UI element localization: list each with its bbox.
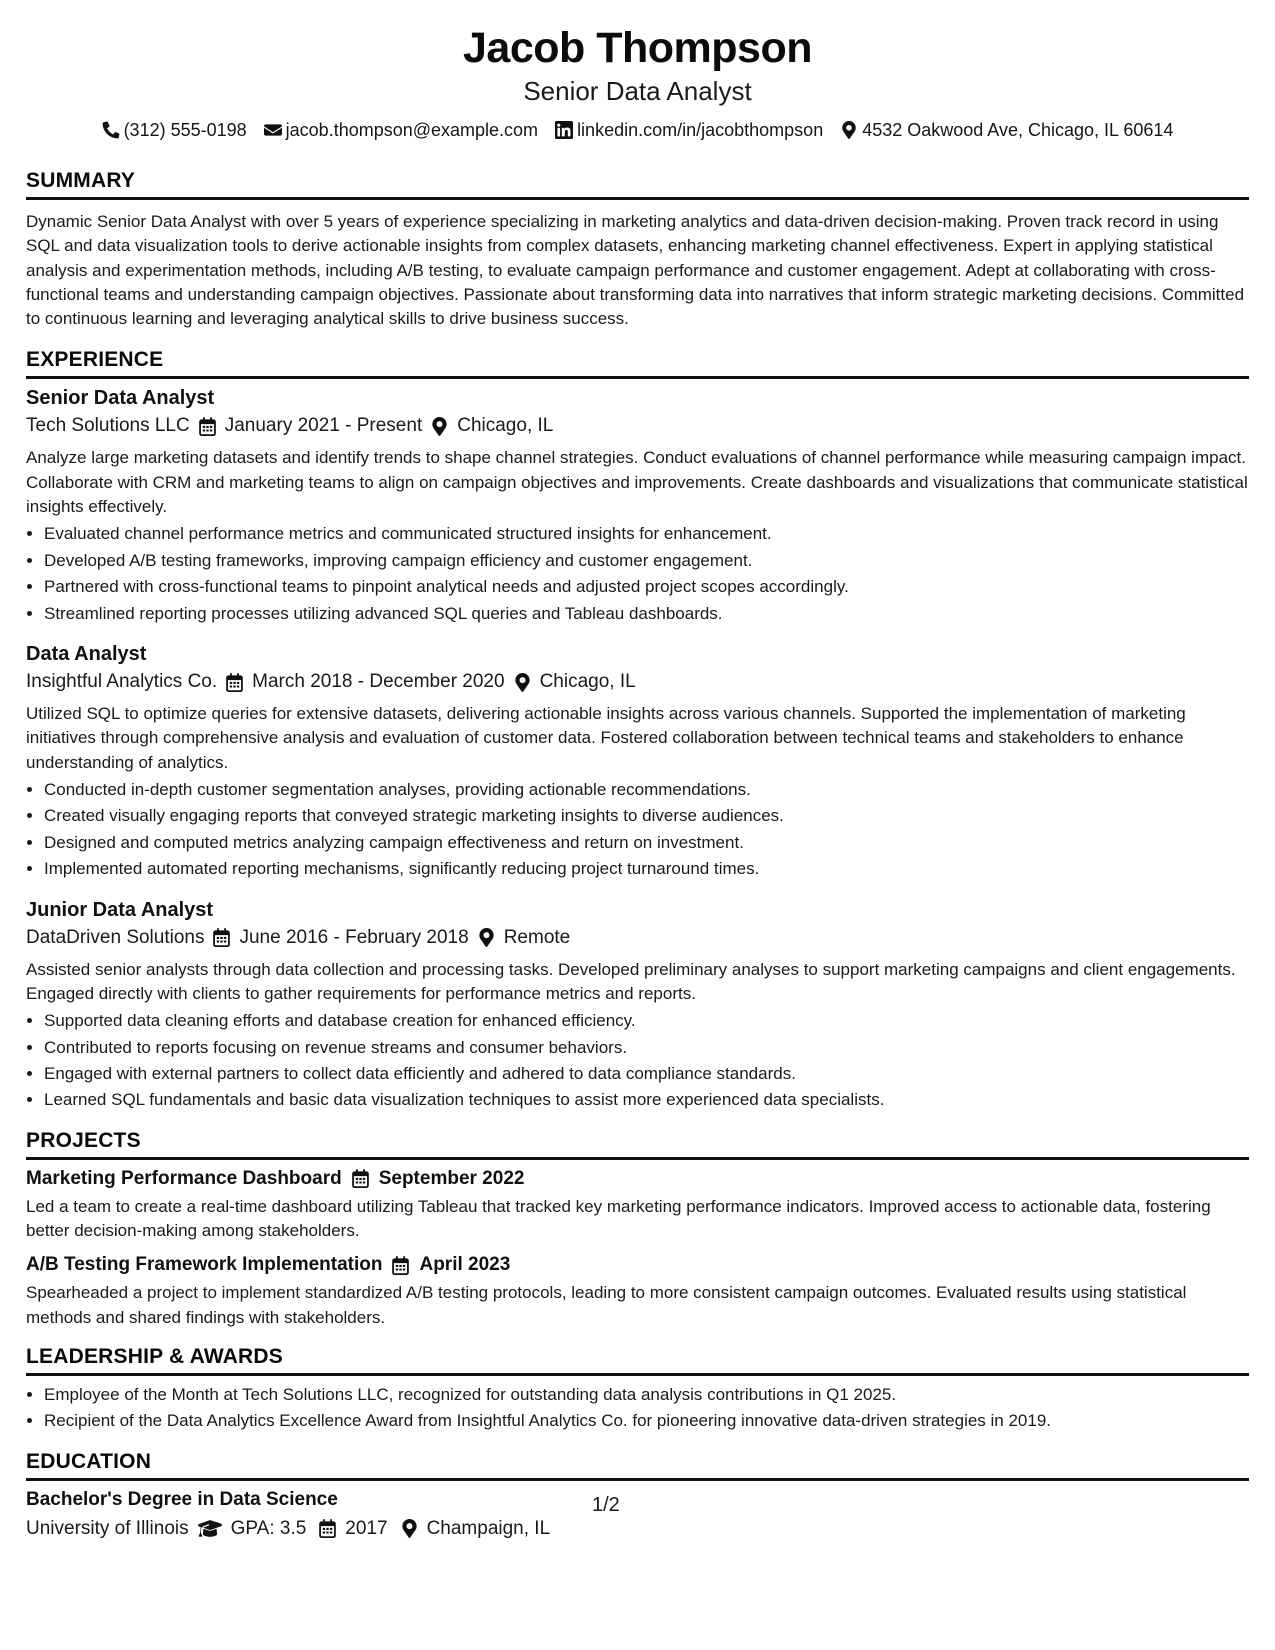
summary-section [26,168,1249,331]
list-item: • Engaged with external partners to collect data efficiently and adhered to data compliance standards. [44,1061,1249,1087]
page-number: 1/2 [592,1494,620,1516]
list-item: • Recipient of the Data Analytics Excellence Award from Insightful Analytics Co. for pioneering innovative data-driven strategies in 2019. [44,1408,1249,1434]
calendar-icon [226,673,243,692]
list-item: • Streamlined reporting processes utilizing advanced SQL queries and Tableau dashboards. [44,601,1249,627]
section-heading: LEADERSHIP & AWARDS [26,1344,283,1368]
job-bullets [26,521,1249,627]
contact-linkedin[interactable] [555,118,823,142]
school-location: Champaign, IL [426,1517,551,1539]
list-item: • Developed A/B testing frameworks, improving campaign efficiency and customer engagement. [44,548,1249,574]
job-title: Senior Data Analyst [26,387,215,410]
list-item: • Created visually engaging reports that conveyed strategic marketing insights to diverse audiences. [44,803,1249,829]
project-header [26,1166,1249,1192]
contact-phone[interactable] [102,118,247,142]
job-company: DataDriven Solutions [26,926,205,948]
job-dates: June 2016 - February 2018 [239,926,469,948]
projects-section [26,1128,1249,1330]
list-item: • Supported data cleaning efforts and database creation for enhanced efficiency. [44,1008,1249,1034]
job-bullets [26,1008,1249,1114]
graduation-cap-icon [198,1519,222,1538]
project-description: Spearheaded a project to implement standardized A/B testing protocols, leading to more consistent campaign outcomes. Evaluated results using statistical methods and shared findings with stakeholders. [26,1283,1187,1327]
graduation-year: 2017 [345,1517,388,1539]
awards-list [26,1382,1249,1435]
job-title: Data Analyst [26,643,147,665]
linkedin-icon [555,121,573,139]
contact-bar [0,118,1275,142]
job-location: Remote [503,926,571,948]
job-description: Assisted senior analysts through data collection and processing tasks. Developed preliminary analyses to support marketing campaigns and client engagements. Engaged directly with clients to gather requirements for performance metrics and reports. [26,959,1236,1003]
phone-text: (312) 555-0198 [123,120,247,140]
address-text: 4532 Oakwood Ave, Chicago, IL 60614 [862,120,1174,140]
job-company: Tech Solutions LLC [26,415,190,437]
project-entry [26,1166,1249,1244]
map-pin-icon [401,1519,418,1538]
job-description: Utilized SQL to optimize queries for extensive datasets, delivering actionable insights across various channels. Supported the implementation of marketing initiatives through comprehensive analysis and evaluation of customer data. Fostered collaboration between technical teams and stakeholders to enhance understanding of analytics. [26,704,1186,772]
job-dates: March 2018 - December 2020 [252,671,505,692]
contact-address [840,118,1173,142]
job-meta [26,669,1249,695]
project-description: Led a team to create a real-time dashboard utilizing Tableau that tracked key marketing performance indicators. Improved access to actionable data, fostering better decision-making among stakeholders. [26,1196,1211,1241]
section-divider [26,376,1249,379]
gpa-text: GPA: 3.5 [230,1517,307,1539]
job-location: Chicago, IL [539,671,636,692]
project-header [26,1252,1249,1278]
linkedin-text: linkedin.com/in/jacobthompson [577,120,824,140]
job-dates: January 2021 - Present [224,415,423,437]
job-title: Junior Data Analyst [26,898,214,921]
email-text: jacob.thompson@example.com [285,120,539,140]
section-divider [26,1157,1249,1160]
section-divider [26,1478,1249,1481]
list-item: • Partnered with cross-functional teams to pinpoint analytical needs and adjusted project scopes accordingly. [44,574,1249,600]
list-item: • Evaluated channel performance metrics and communicated structured insights for enhancement. [44,521,1249,547]
job-location: Chicago, IL [457,415,554,437]
education-meta [26,1516,1249,1542]
leadership-section [26,1344,1249,1435]
contact-email[interactable] [264,118,538,142]
calendar-icon [352,1169,369,1188]
degree-title: Bachelor's Degree in Data Science [26,1488,338,1510]
list-item: • Designed and computed metrics analyzing campaign effectiveness and return on investment. [44,830,1249,856]
map-pin-icon [840,121,858,139]
list-item: • Contributed to reports focusing on revenue streams and consumer behaviors. [44,1035,1249,1061]
calendar-icon [319,1519,336,1538]
education-section [26,1449,1249,1542]
resume-header [0,22,1275,142]
job-entry [26,641,1249,883]
map-pin-icon [478,928,495,947]
job-bullets [26,777,1249,883]
school-name: University of Illinois [26,1517,189,1539]
candidate-title: Senior Data Analyst [523,76,752,106]
section-divider [26,1373,1249,1376]
calendar-icon [392,1256,409,1275]
job-entry [26,897,1249,1114]
map-pin-icon [431,417,448,436]
job-description: Analyze large marketing datasets and identify trends to shape channel strategies. Conduct evaluations of channel performance while measuring campaign impact. Collaborate with CRM and marketing teams to align on campaign objectives and improvements. Create dashboards and visualizations that communicate statistical insights effectively. [26,448,1248,517]
calendar-icon [213,928,230,947]
section-divider [26,197,1249,200]
section-heading: EDUCATION [26,1449,152,1473]
envelope-icon [264,121,282,139]
phone-icon [102,121,120,139]
project-name: Marketing Performance Dashboard [26,1167,342,1189]
experience-section [26,347,1249,1113]
job-meta [26,413,1249,439]
section-heading: SUMMARY [26,169,136,192]
job-company: Insightful Analytics Co. [26,671,218,692]
project-name: A/B Testing Framework Implementation [26,1254,383,1276]
list-item: • Conducted in-depth customer segmentation analyses, providing actionable recommendations. [44,777,1249,803]
project-entry [26,1252,1249,1330]
job-meta [26,925,1249,951]
list-item: • Implemented automated reporting mechanisms, significantly reducing project turnaround times. [44,856,1249,882]
section-heading: EXPERIENCE [26,348,164,372]
resume-content [26,168,1249,1558]
summary-text: Dynamic Senior Data Analyst with over 5 years of experience specializing in marketing analytics and data-driven decision-making. Proven track record in using SQL and data visualization tools to derive actionable insights from complex datasets, enhancing marketing channel effectiveness. Expert in applying statistical analysis and experimentation methods, including A/B testing, to evaluate campaign performance and customer engagement. Adept at collaborating with cross-functional teams and understanding campaign objectives. Passionate about transforming data into narratives that inform strategic marketing decisions. Committed to continuous learning and leveraging analytical skills to drive business success. [26,212,1245,329]
calendar-icon [199,417,216,436]
list-item: • Learned SQL fundamentals and basic data visualization techniques to assist more experienced data specialists. [44,1087,1249,1113]
job-entry [26,385,1249,627]
list-item: • Employee of the Month at Tech Solutions LLC, recognized for outstanding data analysis contributions in Q1 2025. [44,1382,1249,1408]
section-heading: PROJECTS [26,1128,141,1152]
map-pin-icon [514,673,531,692]
project-date: September 2022 [378,1167,525,1189]
candidate-name: Jacob Thompson [463,24,812,72]
project-date: April 2023 [419,1254,511,1276]
